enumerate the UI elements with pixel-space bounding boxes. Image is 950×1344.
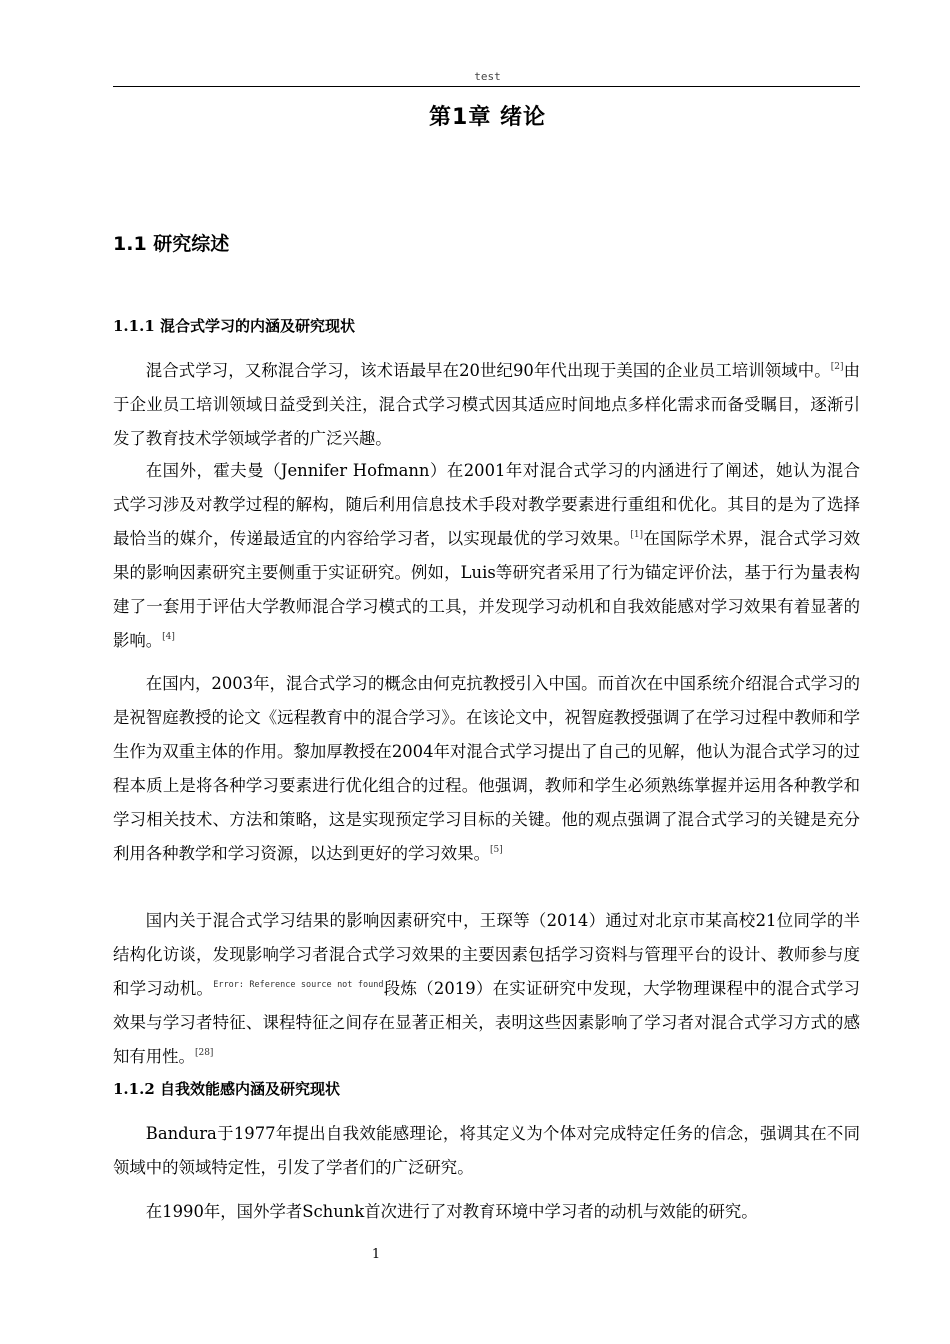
paragraph-text: 在国外，霍夫曼（Jennifer Hofmann）在2001年对混合式学习的内涵进行了阐述，她认为混合式学习涉及对教学过程的解构，随后利用信息技术手段对教学要素进行重组和优化。其目的是为了选择最恰当的媒介，传递最适宜的内容给学习者，以实现最优的学习效果。 <box>113 461 860 548</box>
paragraph-text: 由于企业员工培训领域日益受到关注，混合式学习模式因其适应时间地点多样化需求而备受瞩目，逐渐引发了教育技术学领域学者的广泛兴趣。 <box>113 361 861 448</box>
citation-marker[interactable]: [1] <box>630 530 644 540</box>
body-paragraph <box>113 1195 873 1229</box>
citation-marker[interactable]: [28] <box>194 1048 214 1058</box>
paragraph-text: Bandura于1977年提出自我效能感理论，将其定义为个体对完成特定任务的信念，强调其在不同领域中的领域特定性，引发了学者们的广泛研究。 <box>113 1124 860 1177</box>
running-header: test <box>474 70 501 83</box>
section-heading: 1.1 研究综述 <box>113 233 230 255</box>
body-paragraph <box>113 454 860 658</box>
reference-error-marker: Error: Reference source not found <box>213 980 384 990</box>
header-rule <box>113 86 860 87</box>
paragraph-text: 在国际学术界，混合式学习效果的影响因素研究主要侧重于实证研究。例如，Luis等研究者采用了行为锚定评价法，基于行为量表构建了一套用于评估大学教师混合学习模式的工具，并发现学习动机和自我效能感对学习效果有着显著的影响。 <box>113 529 860 650</box>
body-paragraph <box>113 667 860 871</box>
body-paragraph <box>113 354 860 456</box>
page-number: 1 <box>371 1247 381 1262</box>
subsection-heading: 1.1.1 混合式学习的内涵及研究现状 <box>113 317 355 335</box>
subsection-heading: 1.1.2 自我效能感内涵及研究现状 <box>113 1080 340 1098</box>
citation-marker[interactable]: [4] <box>162 632 175 642</box>
body-paragraph <box>113 904 860 1074</box>
paragraph-text: 段炼（2019）在实证研究中发现，大学物理课程中的混合式学习效果与学习者特征、课程特征之间存在显著正相关，表明这些因素影响了学习者对混合式学习方式的感知有用性。 <box>113 979 860 1066</box>
body-paragraph <box>113 1117 860 1185</box>
citation-marker[interactable]: [5] <box>489 845 503 855</box>
citation-marker[interactable]: [2] <box>830 362 844 372</box>
paragraph-text: 国内关于混合式学习结果的影响因素研究中，王琛等（2014）通过对北京市某高校21位同学的半结构化访谈，发现影响学习者混合式学习效果的主要因素包括学习资料与管理平台的设计、教师参与度和学习动机。 <box>113 911 860 998</box>
paragraph-text: 在1990年，国外学者Schunk首次进行了对教育环境中学习者的动机与效能的研究。 <box>145 1202 758 1221</box>
paragraph-text: 在国内，2003年，混合式学习的概念由何克抗教授引入中国。而首次在中国系统介绍混合式学习的是祝智庭教授的论文《远程教育中的混合学习》。在该论文中，祝智庭教授强调了在学习过程中教师和学生作为双重主体的作用。黎加厚教授在2004年对混合式学习提出了自己的见解，他认为混合式学习的过程本质上是将各种学习要素进行优化组合的过程。他强调，教师和学生必须熟练掌握并运用各种教学和学习相关技术、方法和策略，这是实现预定学习目标的关键。他的观点强调了混合式学习的关键是充分利用各种教学和学习资源，以达到更好的学习效果。 <box>113 674 860 863</box>
paragraph-text: 混合式学习，又称混合学习，该术语最早在20世纪90年代出现于美国的企业员工培训领域中。 <box>145 361 831 380</box>
chapter-title: 第1章 绪论 <box>429 105 546 130</box>
